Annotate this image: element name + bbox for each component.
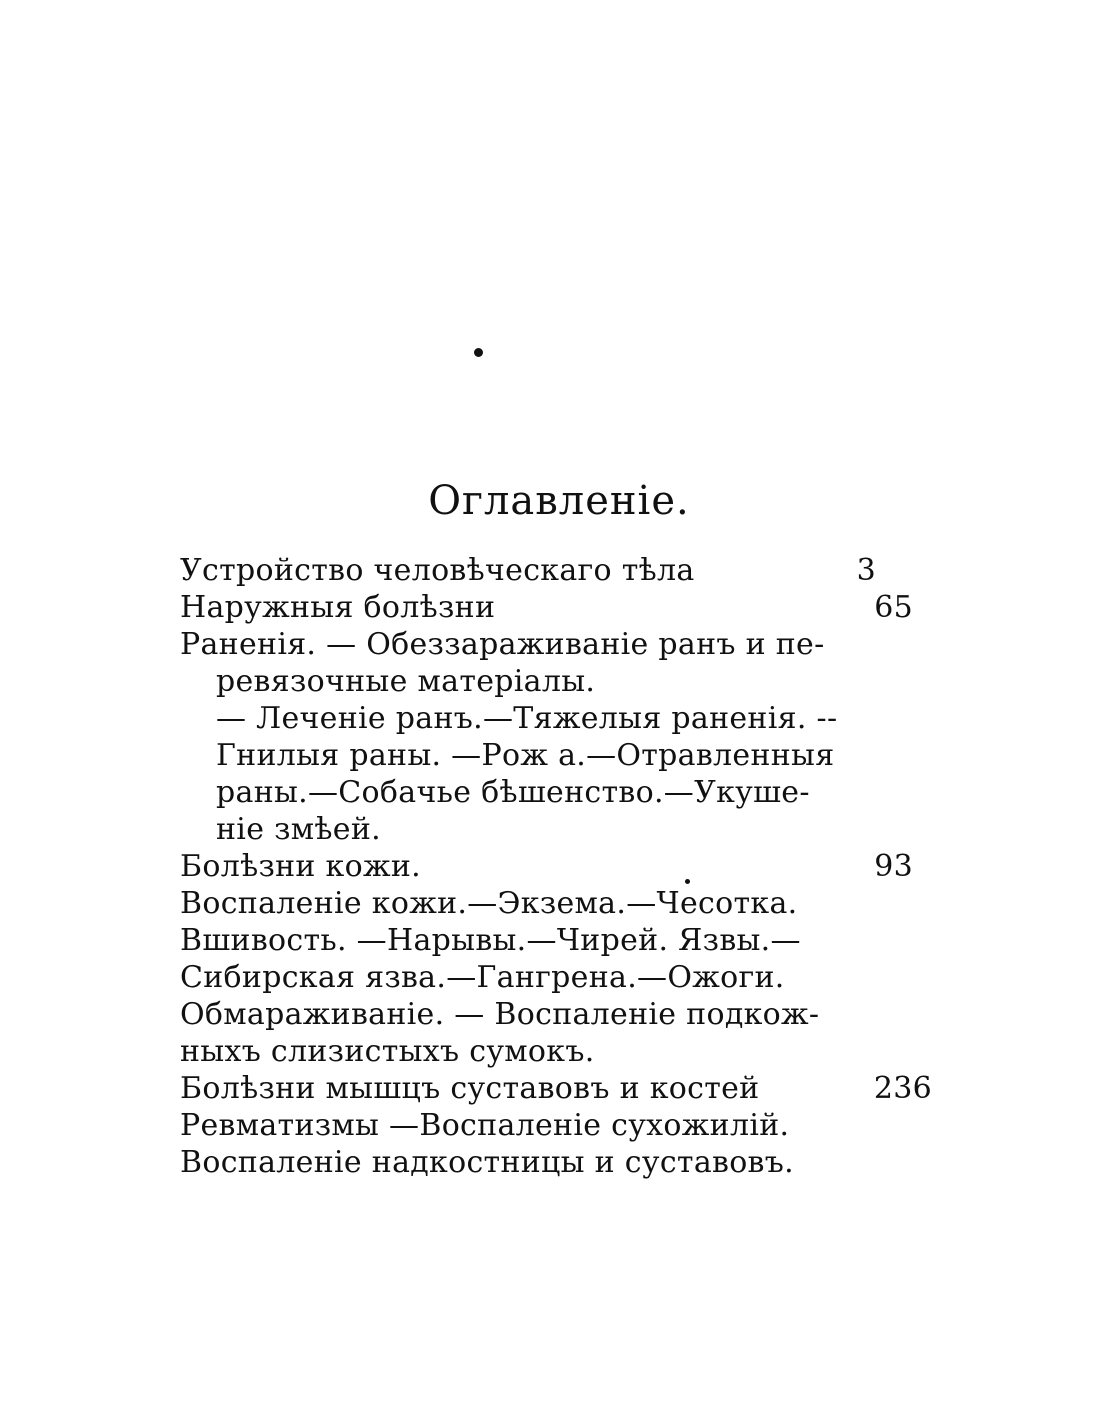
table-of-contents [180,552,940,1181]
toc-entry-title: раны.—Собачье бѣшенство.—Укуше- [216,775,810,810]
toc-entry [180,885,940,922]
toc-entry-title: Гнилыя раны. —Рож а.—Отравленныя [216,738,835,773]
toc-entry [180,996,940,1033]
toc-entry [180,1107,940,1144]
toc-entry-title: Наружныя болѣзни [180,590,496,625]
toc-entry [180,552,940,589]
toc-entry-title: ніе змѣей. [216,812,381,847]
toc-entry-title: Воспаленіе надкостницы и суставовъ. [180,1145,794,1180]
toc-entry-title: Обмараживаніе. — Воспаленіе подкож- [180,997,820,1032]
toc-entry-title: Вшивость. —Нарывы.—Чирей. Язвы.— [180,923,801,958]
printed-dot [474,348,483,357]
toc-entry [180,1144,940,1181]
toc-entry-title: Болѣзни кожи. [180,849,421,884]
toc-entry-title: Болѣзни мышцъ суставовъ и костей [180,1071,760,1106]
toc-entry-continued [180,663,940,700]
toc-entry-continued [180,774,940,811]
toc-entry [180,589,940,626]
toc-entry-page: 93 [874,849,913,884]
toc-entry-page: 236 [873,1071,932,1106]
toc-entry [180,848,940,885]
toc-entry-title: ревязочные матеріалы. [216,664,596,699]
toc-entry [180,1033,940,1070]
toc-entry [180,922,940,959]
toc-entry-title: Воспаленіе кожи.—Экзема.—Чесотка. [180,886,798,921]
printed-dot [685,879,690,884]
toc-entry [180,626,940,663]
toc-entry [180,959,940,996]
toc-entry-continued [180,811,940,848]
toc-entry-title: ныхъ слизистыхъ сумокъ. [180,1034,595,1069]
toc-entry-title: Раненія. — Обеззараживаніе ранъ и пе- [180,627,825,662]
toc-entry-title: Сибирская язва.—Гангрена.—Ожоги. [180,960,785,995]
toc-entry-title: Устройство человѣческаго тѣла [180,553,695,588]
toc-entry [180,1070,940,1107]
toc-entry-continued [180,737,940,774]
toc-entry-continued [180,700,940,737]
toc-entry-title: Ревматизмы —Воспаленіе сухожилій. [180,1108,790,1143]
toc-entry-title: — Леченіе ранъ.—Тяжелыя раненія. -- [216,701,838,736]
toc-entry-page: 3 [856,553,876,588]
page-title: Оглавленіе. [428,478,690,524]
toc-entry-page: 65 [874,590,913,625]
